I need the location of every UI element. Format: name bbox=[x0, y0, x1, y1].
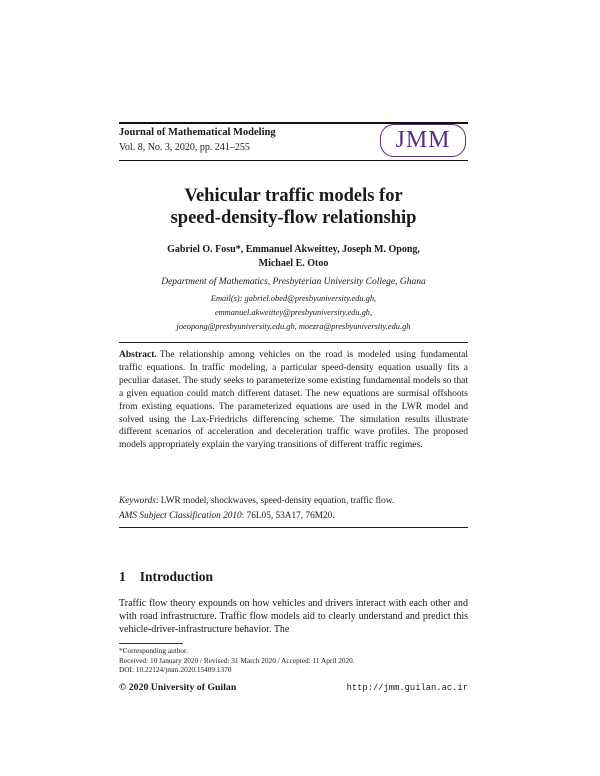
section-title: Introduction bbox=[139, 569, 214, 584]
journal-name: Journal of Mathematical Modeling bbox=[119, 127, 276, 138]
affiliation: Department of Mathematics, Presbyterian University College, Ghana bbox=[161, 277, 426, 287]
footnote-doi: DOI: 10.22124/jmm.2020.15409.1370 bbox=[119, 665, 232, 674]
journal-url-link[interactable]: http://jmm.guilan.ac.ir bbox=[346, 683, 468, 693]
footnote-corresponding: *Corresponding author. bbox=[119, 646, 188, 655]
abstract-text: The relationship among vehicles on the road is modeled using fundamental traffic equations. In traffic modeling, a particular speed-density equation usually fits a peculiar dataset. The study seeks to parameterize some existing fundamental models so that a given equation could match different dataset. The new equations are surmisal offshoots from existing equations. The parameterized equations are used in the LWR model and solved using the Lax-Friedrichs differencing scheme. The simulation results illustrate different scenarios of acceleration and deceleration traffic wave profiles. The proposed models appropriately explain the varying transitions of different traffic regimes. bbox=[119, 350, 468, 451]
keywords-label: Keywords bbox=[119, 496, 156, 506]
journal-logo bbox=[380, 124, 466, 157]
abstract-label: Abstract. bbox=[119, 350, 157, 360]
email-line-2: emmanuel.akweittey@presbyuniversity.edu.gh, bbox=[214, 308, 373, 317]
section-number: 1 bbox=[119, 569, 126, 584]
keywords bbox=[119, 496, 468, 506]
header-bottom-rule bbox=[119, 160, 468, 161]
journal-volume-info: Vol. 8, No. 3, 2020, pp. 241–255 bbox=[119, 142, 250, 153]
abstract-top-rule bbox=[119, 342, 468, 343]
authors-line-1: Gabriel O. Fosu*, Emmanuel Akweittey, Joseph M. Opong, bbox=[167, 244, 420, 255]
email-line-1: Email(s): gabriel.obed@presbyuniversity.edu.gh, bbox=[210, 294, 377, 303]
footnote-rule bbox=[119, 643, 183, 644]
paper-title-line-2: speed-density-flow relationship bbox=[170, 208, 417, 228]
section-heading bbox=[119, 569, 213, 585]
footnote-dates: Received: 10 January 2020 / Revised: 31 March 2020 / Accepted: 11 April 2020. bbox=[119, 656, 355, 665]
email-line-3: joeopong@presbyuniversity.edu.gh, moezra@presbyuniversity.edu.gh bbox=[176, 322, 411, 331]
ams-classification bbox=[119, 511, 468, 521]
abstract-bottom-rule bbox=[119, 527, 468, 528]
paper-title-line-1: Vehicular traffic models for bbox=[184, 186, 403, 206]
copyright: © 2020 University of Guilan bbox=[119, 682, 237, 693]
journal-logo-text: JMM bbox=[395, 127, 451, 153]
intro-paragraph: Traffic flow theory expounds on how vehicles and drivers interact with each other and with road infrastructure. Traffic flow models aid to clearly understand and predict this vehicle-driver-infrastructure behavior. The bbox=[119, 598, 468, 636]
ams-label: AMS Subject Classification 2010 bbox=[119, 511, 242, 521]
ams-text: : 76L05, 53A17, 76M20. bbox=[241, 511, 335, 521]
authors-line-2: Michael E. Otoo bbox=[258, 258, 329, 269]
keywords-text: : LWR model, shockwaves, speed-density equation, traffic flow. bbox=[155, 496, 395, 506]
abstract bbox=[119, 349, 468, 452]
